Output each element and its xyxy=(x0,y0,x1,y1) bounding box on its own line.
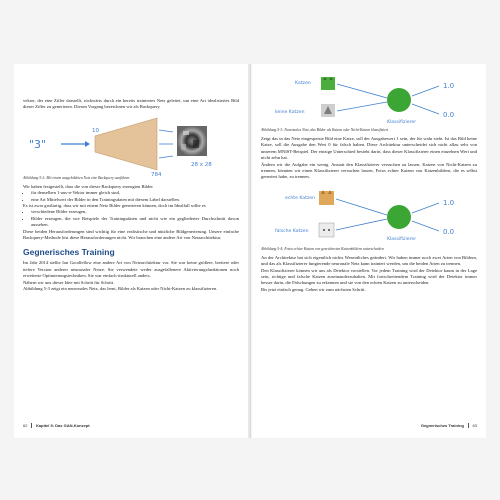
right-paragraph-2: Ändern wir die Aufgabe ein wenig. Anstatt den Klassifizierer versuchen zu lassen, Katzen von Nicht-Katzen zu trennen, könnten wir einen Klassifizierer versuchen lassen, Fotos echter Katzen von Katzenbildern, die es selbst generiert habe, zu trennen. xyxy=(261,161,477,180)
real-cat-icon xyxy=(319,191,334,205)
fake-cat-icon xyxy=(319,223,334,237)
classifier-node xyxy=(387,88,411,112)
left-paragraph-3: Es ist zwar großartig, dass wir mit einem Netz Bilder generieren können, doch im Idealfall sollte es xyxy=(23,203,206,209)
label-real-cats: echte Katzen xyxy=(285,195,316,201)
generated-image xyxy=(177,126,207,156)
chapter-title: Kapitel 5: Das GAN-Konzept xyxy=(36,423,90,428)
left-paragraph-4: Diese beiden Herausforderungen sind wichtig für eine realistische und nützliche Bildgenerierung. Unsere einfache Backquery-Methode löst diese Herausforderungen nicht. Wir brauchen eine andere Art von Netzarchitektur. xyxy=(23,228,239,241)
input-arrowhead xyxy=(85,141,90,147)
list-item: • eine Art Mittelwert der Bilder in den Trainingsdaten mit diesem Label darstellen. xyxy=(31,197,239,203)
left-paragraph-5: Im Jahr 2014 stellte Ian Goodfellow eine andere Art von Netzarchitektur vor. Sie war keine größere, breitere oder tiefere Version anderer neuronaler Netze. Sie verwendete weder ausgefallenere Aktivierungsfunktionen noch erweiterte Optimierungstechniken. Sie war einfach strukturell anders. xyxy=(23,260,239,279)
input-label-three: "3" xyxy=(29,137,47,151)
cat-icon xyxy=(321,77,335,90)
right-paragraph-5: Bis jetzt einfach genug. Gehen wir zum nächsten Schritt. xyxy=(261,286,366,292)
network-trapezoid xyxy=(95,118,157,170)
output-arrows xyxy=(412,203,439,231)
left-paragraph-6: Nähern wir uns dieser Idee mit Schritt für Schritt. xyxy=(23,279,115,285)
left-paragraph-1: vektor, der eine Ziffer darstellt, rückwärts durch ein bereits trainiertes Netz geleitet, um eine Art idealisiertes Bild dieser Ziffer zu generieren. Diesen Vorgang bezeichnen wir als Backquery. xyxy=(23,98,239,110)
right-caption-1: Abbildung 5-3: Neuronales Netz, das Bilder als Katzen oder Nicht-Katzen klassifiziert xyxy=(261,128,389,132)
left-paragraph-7: Abbildung 5-3 zeigt ein neuronales Netz, das lernt, Bilder als Katzen oder Nicht-Katzen zu klassifizieren. xyxy=(23,286,218,292)
label-10: 10 xyxy=(92,127,99,134)
list-item: • verschiedene Bilder erzeugen, xyxy=(31,209,239,215)
left-footer xyxy=(23,423,239,428)
backquery-figure xyxy=(23,114,239,176)
label-cats: Katzen xyxy=(295,81,311,86)
right-caption-2: Abbildung 5-4: Fotos echter Katzen von gezeichneten Katzenbildern unterscheiden xyxy=(261,246,384,251)
label-784: 784 xyxy=(151,171,162,176)
left-paragraph-2: Wir haben festgestellt, dass die von dieser Backquery erzeugten Bilder xyxy=(23,183,153,189)
section-title: Gegnerisches Training xyxy=(420,423,464,428)
classifier-node xyxy=(387,205,411,229)
page-number: 63 xyxy=(472,423,477,428)
input-arrows xyxy=(336,199,387,230)
right-paragraph-1: Zeigt das in das Netz eingespeiste Bild eine Katze, soll der Ausgabewert 1 sein, der für wahr steht. Ist das Bild keine Katze, soll die Ausgabe den Wert 0 für falsch haben. Diese Architektur unterscheidet sich nicht allzu sehr von unserem MNIST-Beispiel. Der einzige Unterschied besteht darin, dass dieser Klassifizierer einen einzelnen Wert und nicht zehn hat. xyxy=(261,136,477,161)
output-arrows xyxy=(412,86,439,114)
right-page xyxy=(252,64,486,438)
classifier-figure-1 xyxy=(261,74,477,128)
right-footer xyxy=(261,423,477,428)
bullet-list-2 xyxy=(23,209,239,228)
list-item: • Bilder erzeugen, die wie Beispiele der Trainingsdaten und nicht wie ein gegliederter Durchschnitt davon aussehen. xyxy=(31,216,239,229)
classifier-label: Klassifizierer xyxy=(387,236,417,242)
bullet-list-1 xyxy=(23,190,239,203)
label-fake-cats: falsche Katzen xyxy=(275,228,309,234)
output-arrows xyxy=(159,130,173,158)
value-bottom: 0.0 xyxy=(443,111,455,119)
page-number: 62 xyxy=(23,423,28,428)
value-top: 1.0 xyxy=(443,198,455,207)
value-bottom: 0.0 xyxy=(443,227,455,236)
section-heading: Gegnerisches Training xyxy=(23,247,115,258)
left-caption: Abbildung 5-2: Mit einem ausgebildeten Netz eine Backquery ausführen xyxy=(23,175,130,180)
input-arrows xyxy=(337,84,387,111)
footer-divider xyxy=(468,423,469,428)
right-paragraph-3: An der Architektur hat sich eigentlich nichts Wesentliches geändert. Wir haben immer noch zwei Arten von Bildern, und das als Klassifizierer fungierende neuronale Netz kann trainiert werden, um die beiden Arten zu trennen. xyxy=(261,254,477,267)
classifier-figure-2 xyxy=(261,187,477,247)
label-28x28: 28 x 28 xyxy=(191,161,212,168)
list-item: • für denselben 1-aus-n-Vektor immer gleich sind, xyxy=(31,190,239,196)
label-no-cats: keine Katzen xyxy=(275,110,305,115)
left-page xyxy=(14,64,248,438)
footer-divider xyxy=(31,423,32,428)
value-top: 1.0 xyxy=(443,82,455,90)
classifier-label: Klassifizierer xyxy=(387,120,417,125)
right-paragraph-4: Den Klassifizierer können wir uns als Detektor vorstellen. Vor jedem Training wird der Detektor kaum in der Lage sein, richtige und falsche Katzen auseinanderzuhalten. Mit fortschreitendem Training wird der Detektor immer besser darin, die Fälschungen zu erkennen und sie von den echten Katzen zu unterscheiden. xyxy=(261,267,477,286)
